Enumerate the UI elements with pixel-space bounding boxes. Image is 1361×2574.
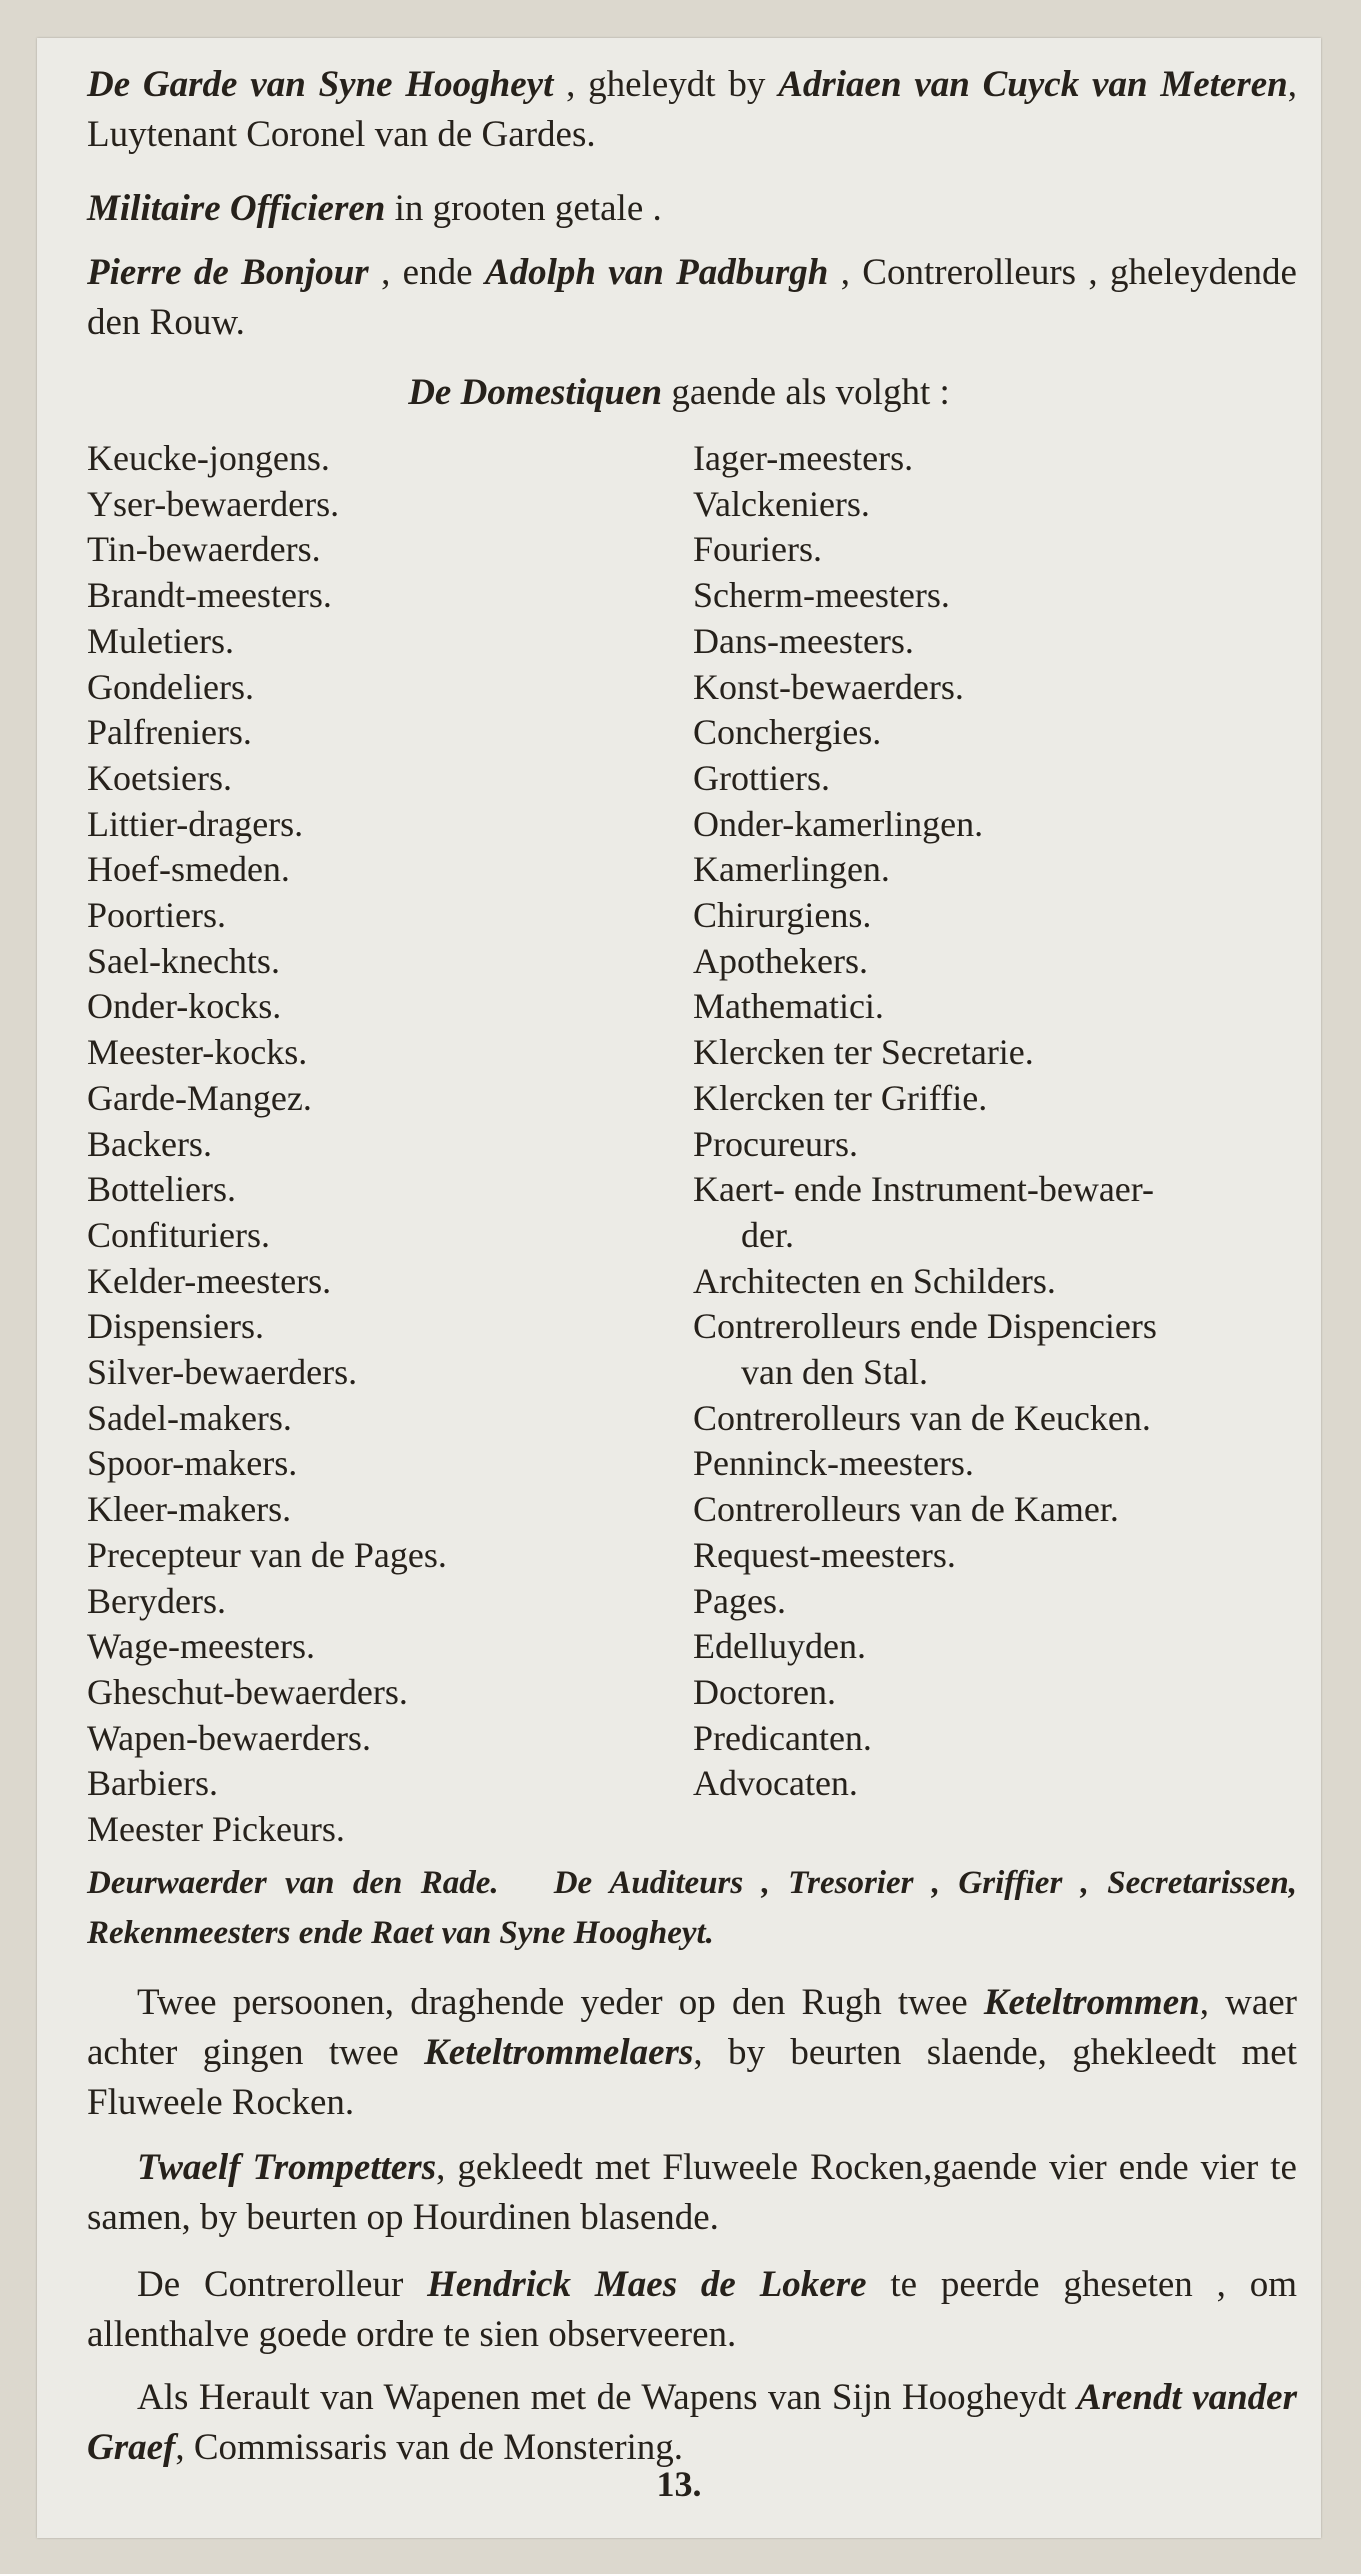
paragraph-officieren (87, 184, 1297, 234)
list-item: Wage-meesters. (87, 1626, 315, 1667)
list-item: Onder-kamerlingen. (693, 803, 984, 844)
paragraph-herault (87, 2373, 1297, 2473)
right-column-list (693, 436, 1157, 1807)
paragraph-contrerolleurs (87, 248, 1297, 348)
list-item: Apothekers. (693, 940, 868, 981)
page-number: 13. (656, 2464, 702, 2504)
list-item: Poortiers. (87, 895, 226, 936)
italic-name: De Auditeurs , Tresorier , Griffier , Secretarissen, Rekenmeesters ende Raet van Syne Hoogheyt. (87, 1865, 1297, 1951)
left-column-list (87, 436, 447, 1853)
list-item: Spoor-makers. (87, 1443, 298, 1484)
list-item: Kleer-makers. (87, 1489, 292, 1530)
text-run: Als Herault van Wapenen met de Wapens van Sijn Hoogheydt (137, 2377, 1077, 2418)
text-run: , gekleedt met Fluweele Rocken,gaende vier ende vier te samen, by beurten op Hourdinen blasende. (87, 2147, 1297, 2238)
text-run: te peerde gheseten , om allenthalve goede ordre te sien observeeren. (87, 2264, 1297, 2355)
list-item: Littier-dragers. (87, 803, 304, 844)
text-run: , ende (368, 252, 485, 293)
list-item: Botteliers. (87, 1169, 236, 1210)
list-item: Precepteur van de Pages. (87, 1534, 447, 1575)
italic-name: Adriaen van Cuyck van Meteren (778, 64, 1288, 105)
list-item: Meester Pickeurs. (87, 1809, 345, 1850)
list-item: Scherm-meesters. (693, 575, 950, 616)
list-item: Sael-knechts. (87, 940, 280, 981)
paragraph-garde (87, 60, 1297, 160)
list-item: Contrerolleurs ende Dispenciers (693, 1306, 1157, 1347)
text-run: , Luytenant Coronel van de Gardes. (87, 64, 1297, 155)
list-item: Koetsiers. (87, 757, 232, 798)
list-item: Mathematici. (693, 986, 884, 1027)
text-run: , gheleydt by (553, 64, 779, 105)
list-item: Tin-bewaerders. (87, 529, 321, 570)
list-item: Gondeliers. (87, 666, 254, 707)
list-item: Barbiers. (87, 1763, 218, 1804)
paragraph-trompetters (87, 2143, 1297, 2243)
list-item: Beryders. (87, 1580, 226, 1621)
paragraph-keteltrommen (87, 1978, 1297, 2128)
list-item: Grottiers. (693, 757, 830, 798)
list-item: Fouriers. (693, 529, 822, 570)
list-item: Muletiers. (87, 620, 234, 661)
list-item: Wapen-bewaerders. (87, 1717, 371, 1758)
list-item: Pages. (693, 1580, 786, 1621)
list-item: Garde-Mangez. (87, 1077, 312, 1118)
list-item: Klercken ter Griffie. (693, 1077, 988, 1118)
list-item: Penninck-meesters. (693, 1443, 974, 1484)
list-item: Klercken ter Secretarie. (693, 1032, 1034, 1073)
list-item: Confituriers. (87, 1214, 270, 1255)
list-item: Kelder-meesters. (87, 1260, 332, 1301)
document-page (37, 38, 1321, 2538)
list-item: Kamerlingen. (693, 849, 890, 890)
list-item: Meester-kocks. (87, 1032, 308, 1073)
list-item: Kaert- ende Instrument-bewaer- (693, 1169, 1155, 1210)
list-item: Chirurgiens. (693, 895, 872, 936)
italic-name: Keteltrommelaers (424, 2032, 694, 2073)
italic-name: Twaelf Trompetters (137, 2147, 437, 2188)
list-item: Valckeniers. (693, 483, 870, 524)
italic-heading: De Domestiquen (408, 372, 663, 413)
italic-name: Keteltrommen (983, 1982, 1200, 2023)
italic-name: Militaire Officieren (87, 188, 386, 229)
section-heading (37, 368, 1321, 418)
text-run: in grooten getale . (385, 188, 662, 229)
list-item: Iager-meesters. (693, 438, 914, 478)
list-item: Gheschut-bewaerders. (87, 1671, 408, 1712)
list-item: Keucke-jongens. (87, 438, 330, 478)
text-run: , Contrerolleurs , gheleydende den Rouw. (87, 252, 1297, 343)
list-item: Dans-meesters. (693, 620, 914, 661)
text-run: , by beurten slaende, ghekleedt met Fluweele Rocken. (87, 2032, 1297, 2123)
list-item: Backers. (87, 1123, 212, 1164)
list-item: Doctoren. (693, 1671, 836, 1712)
list-item: van den Stal. (741, 1352, 928, 1393)
list-item: Procureurs. (693, 1123, 858, 1164)
list-item: Edelluyden. (693, 1626, 866, 1667)
list-item: der. (741, 1214, 794, 1255)
list-item: Contrerolleurs van de Keucken. (693, 1397, 1151, 1438)
italic-name: Arendt vander Graef (87, 2377, 1297, 2468)
paragraph-contrerolleur (87, 2260, 1297, 2360)
list-item: Request-meesters. (693, 1534, 956, 1575)
text-run: Twee persoonen, draghende yeder op den Rugh twee (137, 1982, 984, 2023)
list-item: Brandt-meesters. (87, 575, 332, 616)
list-item: Conchergies. (693, 712, 882, 753)
list-item: Yser-bewaerders. (87, 483, 340, 524)
list-item: Dispensiers. (87, 1306, 264, 1347)
list-item: Palfreniers. (87, 712, 252, 753)
list-item: Konst-bewaerders. (693, 666, 964, 707)
list-item: Advocaten. (693, 1763, 858, 1804)
italic-name: Hendrick Maes de Lokere (427, 2264, 867, 2305)
paragraph-rade (87, 1858, 1297, 1958)
text-run: De Contrerolleur (137, 2264, 428, 2305)
text-run: gaende als volght : (662, 372, 950, 413)
italic-name: Adolph van Padburgh (484, 252, 829, 293)
italic-name: Deurwaerder van den Rade. (87, 1865, 499, 1901)
list-item: Hoef-smeden. (87, 849, 290, 890)
italic-name: Pierre de Bonjour (87, 252, 369, 293)
list-item: Contrerolleurs van de Kamer. (693, 1489, 1119, 1530)
list-item: Silver-bewaerders. (87, 1352, 358, 1393)
text-run: , Commissaris van de Monstering. (175, 2427, 684, 2468)
list-item: Onder-kocks. (87, 986, 282, 1027)
list-item: Architecten en Schilders. (693, 1260, 1056, 1301)
text-run: , waer achter gingen twee (87, 1982, 1297, 2073)
list-item: Predicanten. (693, 1717, 872, 1758)
italic-name: De Garde van Syne Hoogheyt (87, 64, 554, 105)
list-item: Sadel-makers. (87, 1397, 292, 1438)
